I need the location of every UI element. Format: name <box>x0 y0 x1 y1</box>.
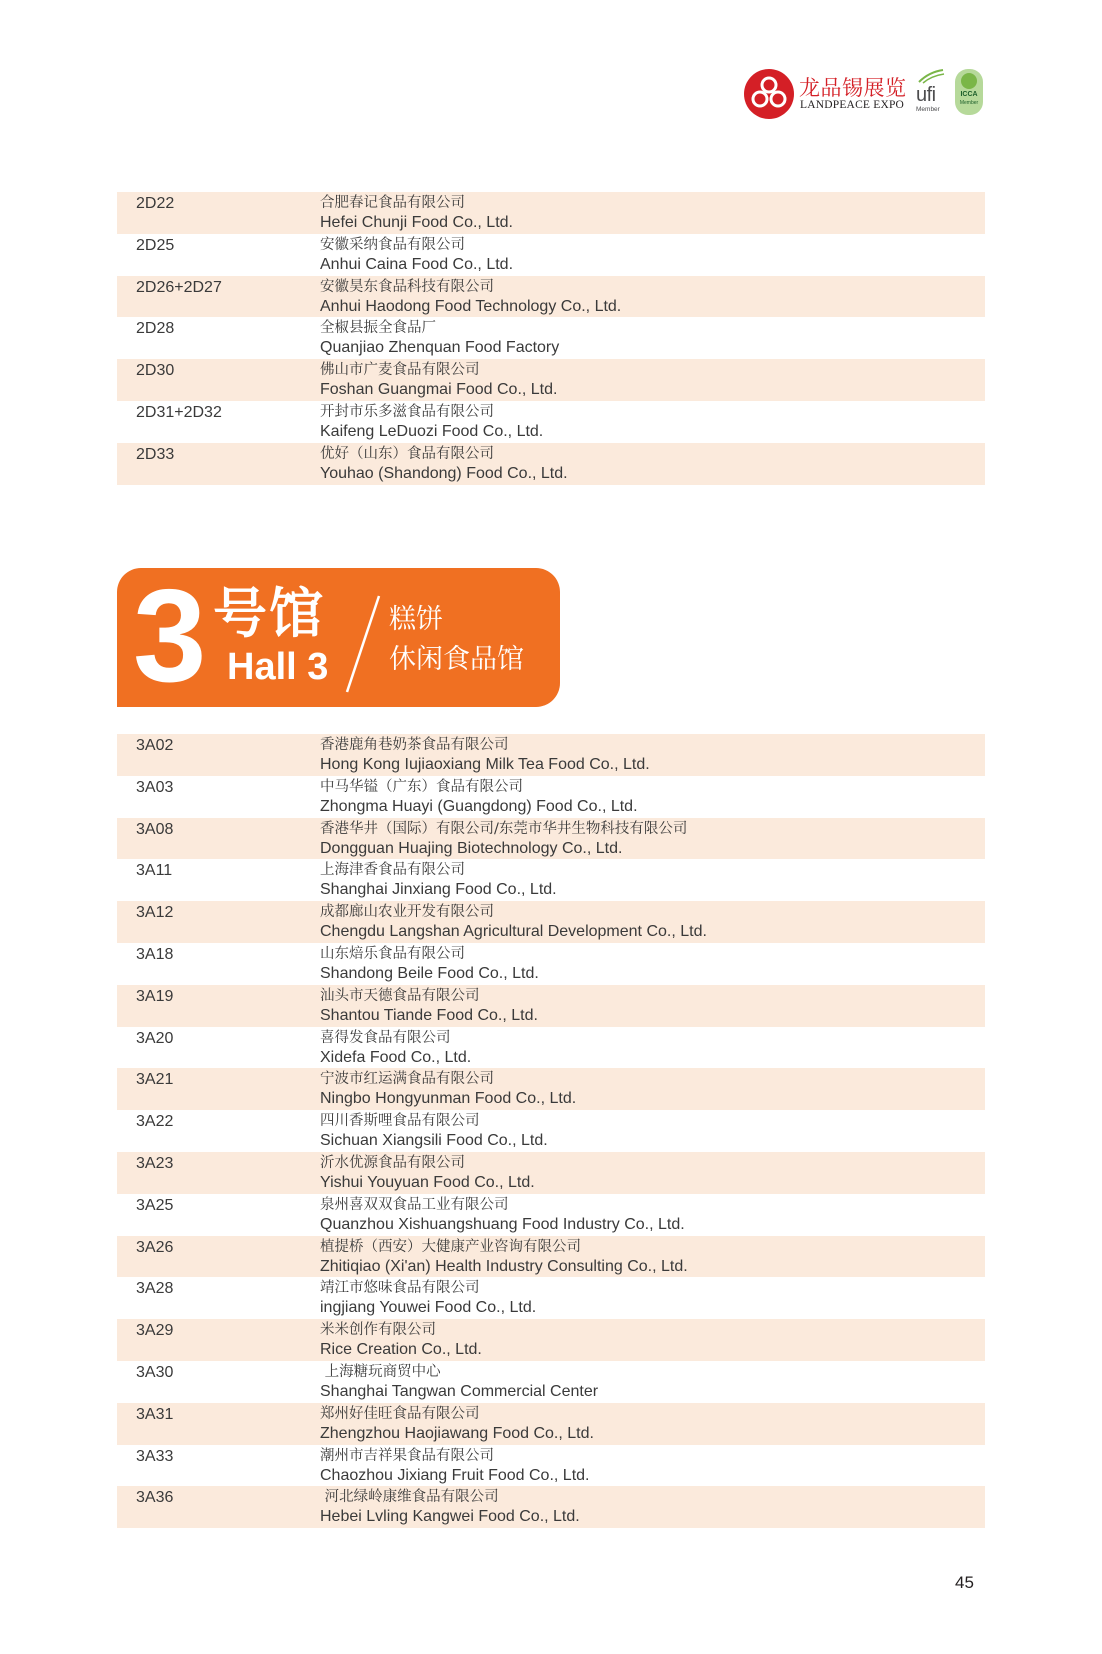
company-name-en: Youhao (Shandong) Food Co., Ltd. <box>320 464 568 482</box>
company-name-cn: 郑州好佳旺食品有限公司 <box>320 1405 480 1422</box>
booth-number: 3A26 <box>136 1238 174 1256</box>
table-row <box>117 276 985 318</box>
booth-number: 2D22 <box>136 195 175 212</box>
company-name-en: Kaifeng LeDuozi Food Co., Ltd. <box>320 422 544 440</box>
table-row <box>117 1027 985 1069</box>
table-row <box>117 1194 985 1236</box>
hall-english-label: Hall 3 <box>227 646 329 688</box>
booth-number: 3A29 <box>136 1322 174 1340</box>
company-name-cn: 汕头市天德食品有限公司 <box>320 987 480 1004</box>
company-name-cn: 安徽采纳食品有限公司 <box>320 236 465 253</box>
table-row <box>117 1319 985 1361</box>
booth-number: 3A18 <box>136 945 174 963</box>
header-logo <box>743 66 993 122</box>
company-name-en: Quanzhou Xishuangshuang Food Industry Co., Ltd. <box>320 1215 685 1233</box>
company-name-en: Hefei Chunji Food Co., Ltd. <box>320 214 513 231</box>
hall-category-line1: 糕饼 <box>389 604 443 635</box>
booth-number: 2D26+2D27 <box>136 278 222 296</box>
ufi-member-label: Member <box>916 106 940 113</box>
ufi-member-badge <box>915 68 947 120</box>
booth-number: 3A19 <box>136 987 174 1005</box>
booth-number: 3A31 <box>136 1405 174 1423</box>
company-name-en: Hebei Lvling Kangwei Food Co., Ltd. <box>320 1508 580 1526</box>
table-row <box>117 859 985 901</box>
table-row <box>117 985 985 1027</box>
logo-english-name: LANDPEACE EXPO <box>800 99 905 111</box>
company-name-en: Shandong Beile Food Co., Ltd. <box>320 964 539 982</box>
company-name-en: Dongguan Huajing Biotechnology Co., Ltd. <box>320 839 623 857</box>
table-row <box>117 1403 985 1445</box>
company-name-cn: 成都廊山农业开发有限公司 <box>320 904 494 921</box>
company-name-en: ingjiang Youwei Food Co., Ltd. <box>320 1299 537 1317</box>
company-name-en: Foshan Guangmai Food Co., Ltd. <box>320 381 558 399</box>
company-name-cn: 米米创作有限公司 <box>320 1322 436 1339</box>
company-name-en: Shanghai Jinxiang Food Co., Ltd. <box>320 881 557 899</box>
table-row <box>117 1236 985 1278</box>
table-row <box>117 943 985 985</box>
table-row <box>117 234 985 276</box>
company-name-en: Yishui Youyuan Food Co., Ltd. <box>320 1173 535 1191</box>
icca-member-badge <box>955 69 983 115</box>
icca-member-label: Member <box>959 100 979 106</box>
table-row <box>117 1110 985 1152</box>
hall-chinese-label: 号馆 <box>213 582 325 645</box>
hall2-exhibitor-table <box>117 192 985 485</box>
company-name-en: Sichuan Xiangsili Food Co., Ltd. <box>320 1132 548 1150</box>
company-name-en: Xidefa Food Co., Ltd. <box>320 1048 472 1066</box>
landpeace-logo-icon <box>743 68 795 120</box>
table-row <box>117 401 985 443</box>
booth-number: 3A23 <box>136 1154 174 1172</box>
hall-category-line2: 休闲食品馆 <box>389 644 524 675</box>
company-name-en: Zhitiqiao (Xi'an) Health Industry Consulting Co., Ltd. <box>320 1257 688 1275</box>
booth-number: 3A22 <box>136 1113 174 1131</box>
booth-number: 2D30 <box>136 362 175 380</box>
company-name-cn: 喜得发食品有限公司 <box>320 1029 451 1046</box>
table-row <box>117 734 985 776</box>
booth-number: 3A21 <box>136 1071 174 1089</box>
company-name-en: Anhui Caina Food Co., Ltd. <box>320 255 514 273</box>
booth-number: 3A11 <box>136 862 173 880</box>
divider-slash <box>343 594 383 694</box>
company-name-en: Zhengzhou Haojiawang Food Co., Ltd. <box>320 1424 594 1442</box>
table-row <box>117 901 985 943</box>
company-name-en: Chengdu Langshan Agricultural Development Co., Ltd. <box>320 923 707 941</box>
company-name-en: Zhongma Huayi (Guangdong) Food Co., Ltd. <box>320 797 638 815</box>
company-name-en: Anhui Haodong Food Technology Co., Ltd. <box>320 297 622 315</box>
booth-number: 3A20 <box>136 1029 174 1047</box>
table-row <box>117 443 985 485</box>
hall3-exhibitor-table <box>117 734 985 1528</box>
icca-text: ICCA <box>960 91 978 98</box>
company-name-cn: 潮州市吉祥果食品有限公司 <box>320 1447 494 1464</box>
table-row <box>117 359 985 401</box>
company-name-en: Shantou Tiande Food Co., Ltd. <box>320 1006 538 1024</box>
booth-number: 3A12 <box>136 904 174 922</box>
ufi-text: ufi <box>916 84 936 106</box>
booth-number: 2D31+2D32 <box>136 403 222 421</box>
company-name-cn: 优好（山东）食品有限公司 <box>320 445 494 462</box>
logo-chinese-name: 龙品锡展览 <box>799 76 907 100</box>
company-name-cn: 泉州喜双双食品工业有限公司 <box>320 1196 509 1213</box>
company-name-en: Hong Kong Iujiaoxiang Milk Tea Food Co., Ltd. <box>320 756 650 773</box>
booth-number: 3A36 <box>136 1489 174 1507</box>
booth-number: 3A30 <box>136 1363 174 1381</box>
booth-number: 2D25 <box>136 236 175 254</box>
ufi-swoosh-icon <box>915 68 947 84</box>
company-name-cn: 沂水优源食品有限公司 <box>320 1154 465 1171</box>
booth-number: 2D33 <box>136 445 175 463</box>
page-number: 45 <box>955 1573 974 1592</box>
company-name-cn: 香港华井（国际）有限公司/东莞市华井生物科技有限公司 <box>320 820 688 837</box>
company-name-cn: 安徽昊东食品科技有限公司 <box>320 278 494 295</box>
hall3-banner <box>117 568 560 707</box>
booth-number: 3A02 <box>136 737 174 754</box>
company-name-cn: 佛山市广麦食品有限公司 <box>320 362 480 379</box>
company-name-cn: 香港鹿角巷奶茶食品有限公司 <box>320 737 509 753</box>
company-name-en: Shanghai Tangwan Commercial Center <box>320 1382 599 1400</box>
company-name-cn: 中马华镒（广东）食品有限公司 <box>320 778 523 795</box>
company-name-en: Quanjiao Zhenquan Food Factory <box>320 339 560 357</box>
table-row <box>117 317 985 359</box>
booth-number: 2D28 <box>136 320 175 338</box>
booth-number: 3A33 <box>136 1447 174 1465</box>
company-name-cn: 靖江市悠味食品有限公司 <box>320 1280 480 1297</box>
booth-number: 3A28 <box>136 1280 174 1298</box>
table-row <box>117 1068 985 1110</box>
company-name-cn: 宁波市红运满食品有限公司 <box>320 1071 494 1088</box>
table-row <box>117 1445 985 1487</box>
hall-number: 3 <box>133 568 207 707</box>
table-row <box>117 1486 985 1528</box>
globe-icon <box>961 73 977 89</box>
company-name-cn: 河北绿岭康维食品有限公司 <box>320 1489 499 1506</box>
booth-number: 3A03 <box>136 778 174 796</box>
table-row <box>117 818 985 860</box>
table-row <box>117 1277 985 1319</box>
table-row <box>117 1152 985 1194</box>
booth-number: 3A25 <box>136 1196 174 1214</box>
company-name-cn: 上海津香食品有限公司 <box>320 862 465 879</box>
company-name-cn: 四川香斯哩食品有限公司 <box>320 1113 480 1130</box>
company-name-cn: 山东焙乐食品有限公司 <box>320 945 465 962</box>
company-name-en: Rice Creation Co., Ltd. <box>320 1341 482 1359</box>
table-row <box>117 1361 985 1403</box>
company-name-cn: 全椒县振全食品厂 <box>320 320 436 337</box>
company-name-cn: 植提桥（西安）大健康产业咨询有限公司 <box>320 1238 581 1255</box>
table-row <box>117 776 985 818</box>
booth-number: 3A08 <box>136 820 174 838</box>
company-name-cn: 上海糖玩商贸中心 <box>320 1363 441 1380</box>
table-row <box>117 192 985 234</box>
company-name-cn: 合肥春记食品有限公司 <box>320 195 465 211</box>
company-name-en: Chaozhou Jixiang Fruit Food Co., Ltd. <box>320 1466 590 1484</box>
company-name-cn: 开封市乐多滋食品有限公司 <box>320 403 494 420</box>
company-name-en: Ningbo Hongyunman Food Co., Ltd. <box>320 1090 577 1108</box>
